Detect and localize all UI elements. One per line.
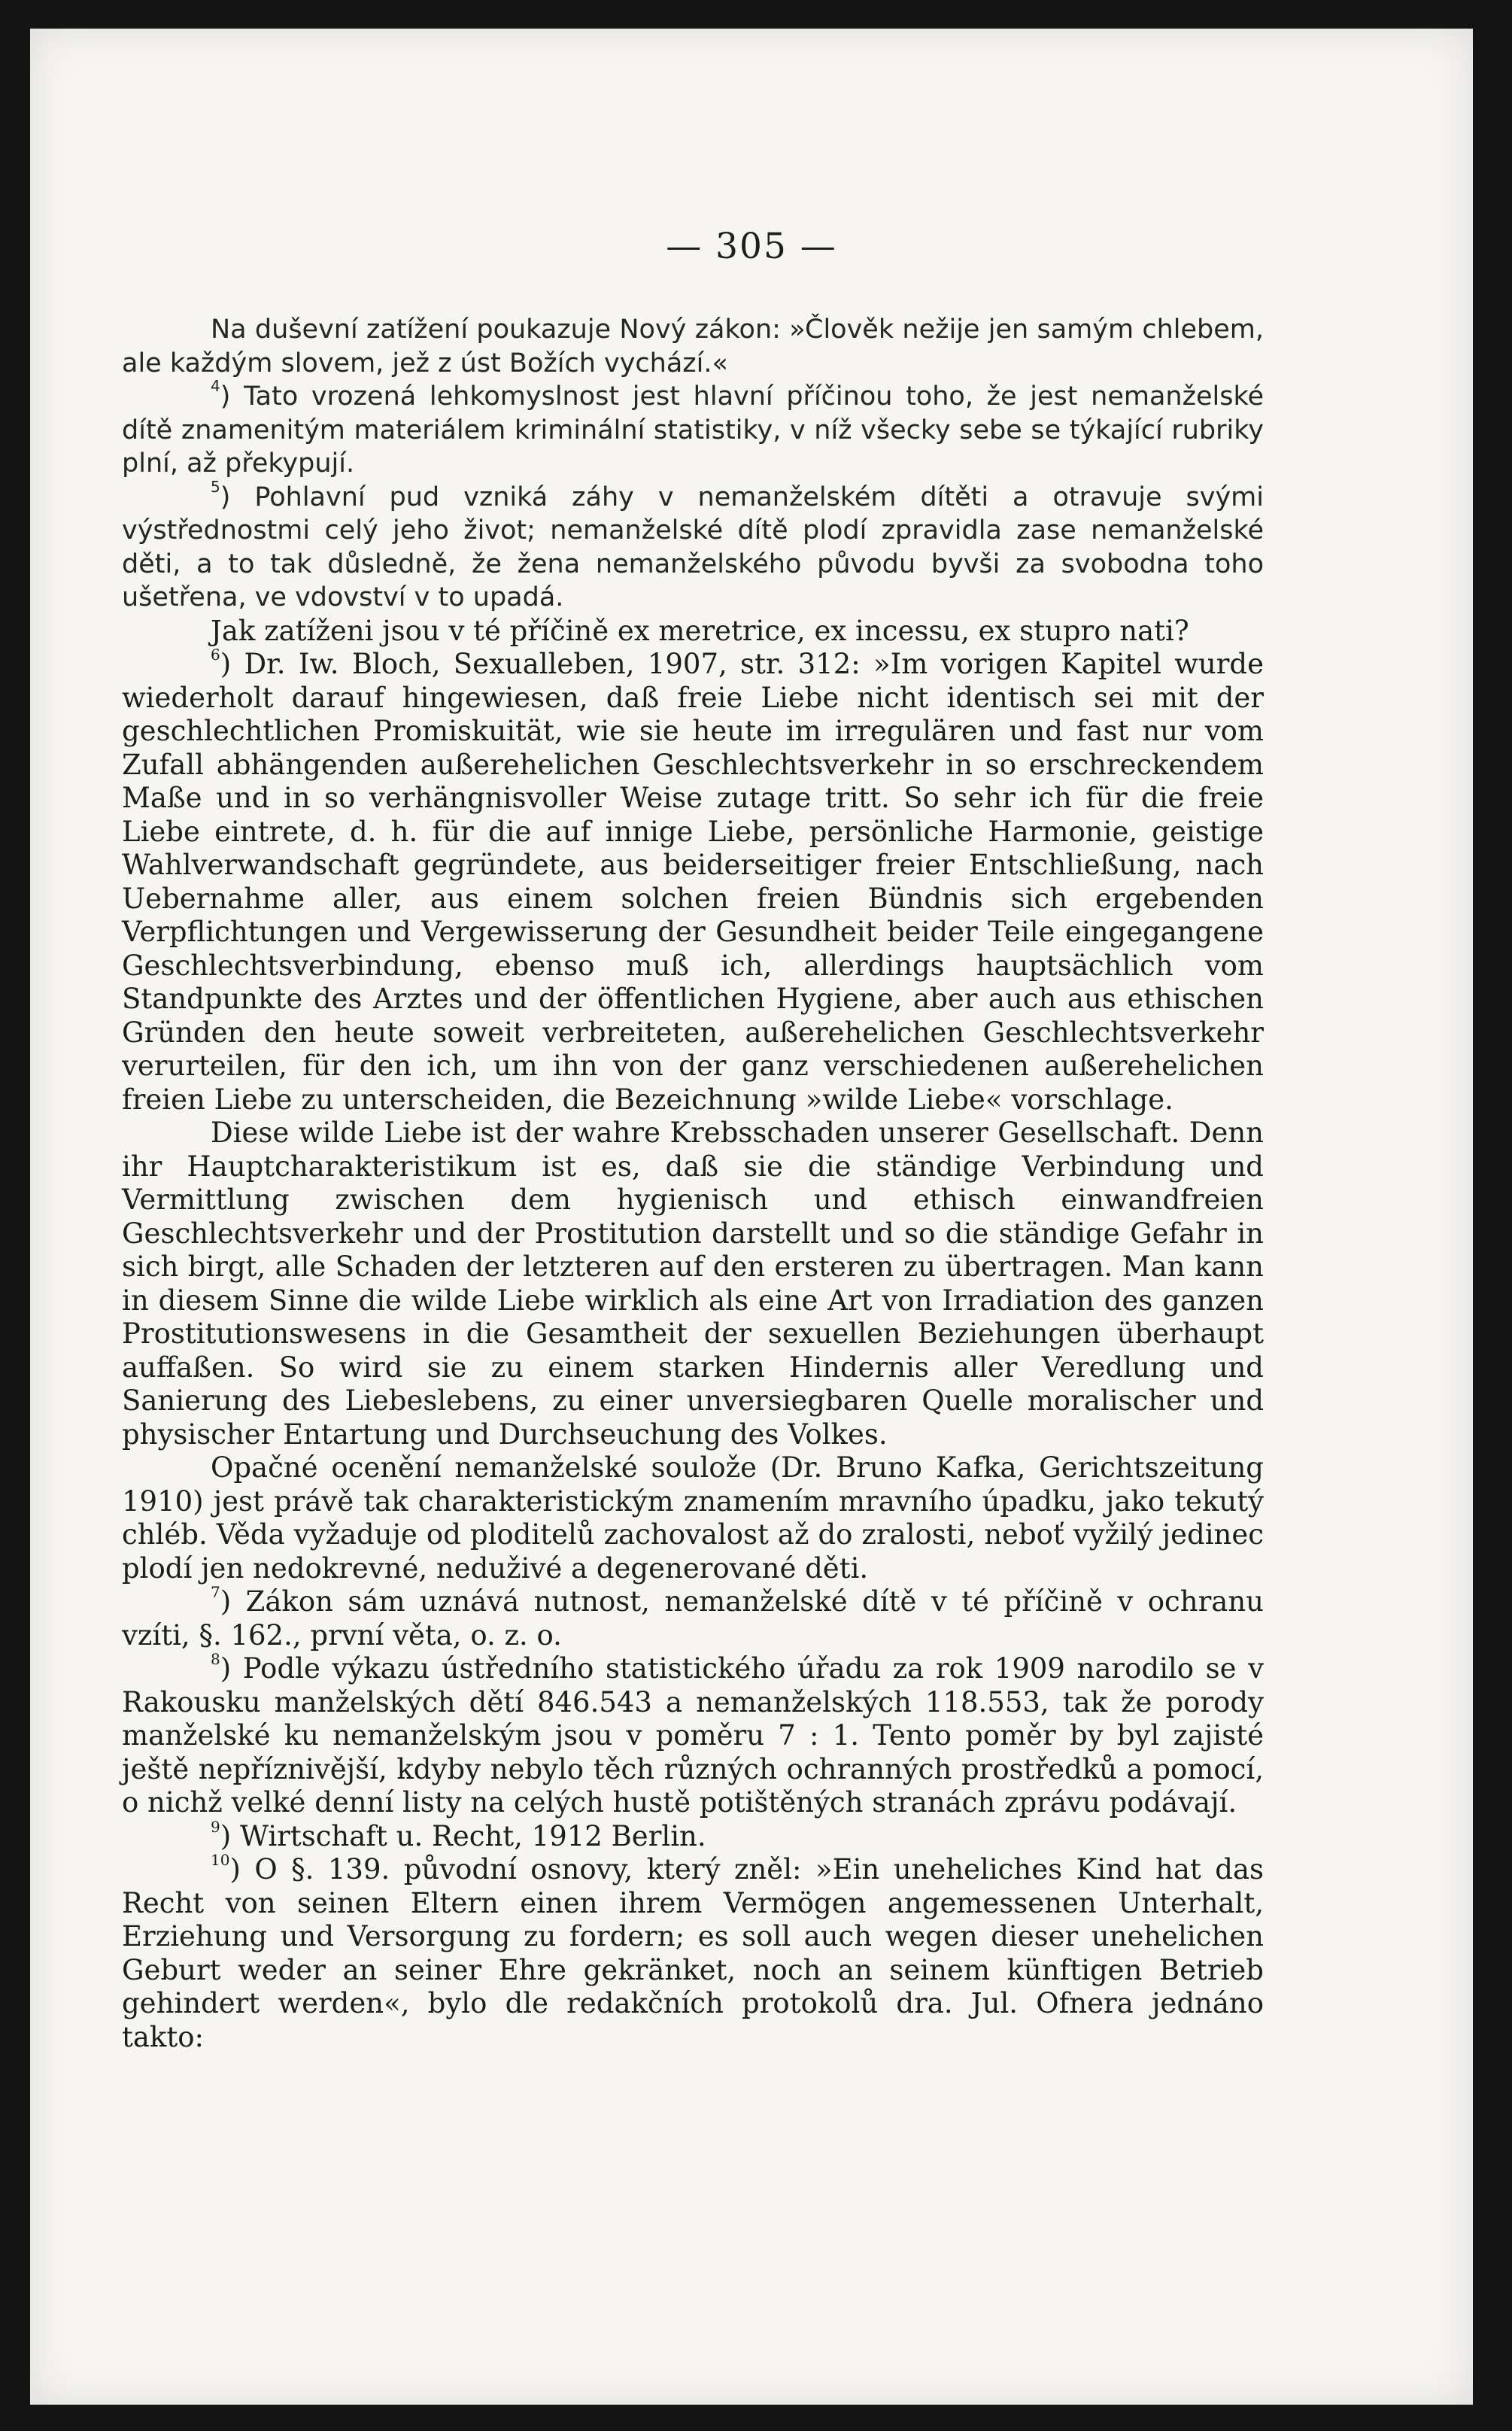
body-text xyxy=(122,313,1264,2054)
footnote-mark: 9 xyxy=(211,1817,220,1836)
footnote-9: $^9$) Wirtschaft u. Recht, 1912 Berlin. xyxy=(211,1817,706,1852)
page-number: — 305 — xyxy=(666,226,837,267)
footnote-mark: 6 xyxy=(211,646,220,664)
paragraph: Opačné ocenění nemanželské soulože (Dr. Bruno Kafka, Gerichtszeitung 1910) jest právě tak charakteristickým znamením mravního úpadku, jako tekutý chléb. Věda vyžaduje od ploditelů zachovalost až do zralosti, neboť vyžilý jedinec plodí jen nedokrevné, neduživé a degenerované děti. xyxy=(122,1451,1264,1585)
footnote-mark: 7 xyxy=(211,1583,220,1601)
paragraph: Jak zatíženi jsou v té příčině ex meretrice, ex incessu, ex stupro nati? xyxy=(211,614,1189,647)
page xyxy=(30,29,1473,2405)
footnote-5: $^5$) Pohlavní pud vzniká záhy v nemanželském dítěti a otravuje svými výstřednostmi celý jeho život; nemanželské dítě plodí zpravidla zase nemanželské děti, a to tak důsledně, že žena nemanželského původu byvši za svobodna toho ušetřena, ve vdovství v to upadá. xyxy=(122,477,1265,612)
footnote-mark: 4 xyxy=(211,377,220,395)
footnote-10: $^{10}$) O §. 139. původní osnovy, který zněl: »Ein uneheliches Kind hat das Recht von seinen Eltern einen ihrem Vermögen angemessenen Unterhalt, Erziehung und Versorgung zu fordern; es soll auch wegen dieser unehelichen Geburt weder an seiner Ehre gekränket, noch an seinem künftigen Betrieb gehindert werden«, bylo dle redakčních protokolů dra. Jul. Ofnera jednáno takto: xyxy=(122,1851,1264,2053)
footnote-4: $^4$) Tato vrozená lehkomyslnost jest hlavní příčinou toho, že jest nemanželské dítě znamenitým materiálem kriminální statistiky, v níž všecky sebe se týkající rubriky plní, až překypují. xyxy=(122,377,1264,479)
footnote-mark: 10 xyxy=(211,1851,230,1869)
paragraph: Diese wilde Liebe ist der wahre Krebsschaden unserer Gesellschaft. Denn ihr Hauptcharakteristikum ist es, daß sie die ständige Verbindung und Vermittlung zwischen dem hygienisch und ethisch einwandfreien Geschlechtsverkehr und der Prostitution darstellt und so die ständige Gefahr in sich birgt, alle Schaden der letzteren auf den ersteren zu übertragen. Man kann in diesem Sinne die wilde Liebe wirklich als eine Art von Irradiation des ganzen Prostitutionswesens in die Gesamtheit der sexuellen Beziehungen überhaupt auffaßen. So wird sie zu einem starken Hindernis aller Veredlung und Sanierung des Liebeslebens, zu einer unversiegbaren Quelle moralischer und physischer Entartung und Durchseuchung des Volkes. xyxy=(122,1117,1264,1451)
paragraph: Na duševní zatížení poukazuje Nový zákon: »Člověk nežije jen samým chlebem, ale každým slovem, jež z úst Božích vychází.« xyxy=(122,315,1264,378)
footnote-6: $^6$) Dr. Iw. Bloch, Sexualleben, 1907, str. 312: »Im vorigen Kapitel wurde wiederholt darauf hingewiesen, daß freie Liebe nicht identisch sei mit der geschlechtlichen Promiskuität, wie sie heute im irregulären und fast nur vom Zufall abhängenden außerehelichen Geschlechtsverkehr in so erschreckendem Maße und in so verhängnisvoller Weise zutage tritt. So sehr ich für die freie Liebe eintrete, d. h. für die auf innige Liebe, persönliche Harmonie, geistige Wahlverwandschaft gegründete, aus beiderseitiger freier Entschließung, nach Uebernahme aller, aus einem solchen freien Bündnis sich ergebenden Verpflichtungen und Vergewisserung der Gesundheit beider Teile eingegangene Geschlechtsverbindung, ebenso muß ich, allerdings hauptsächlich vom Standpunkte des Arztes und der öffentlichen Hygiene, aber auch aus ethischen Gründen den heute soweit verbreiteten, außerehelichen Geschlechtsverkehr verurteilen, für den ich, um ihn von der ganz verschiedenen außerehelichen freien Liebe zu unterscheiden, die Bezeichnung »wilde Liebe« vorschlage. xyxy=(122,646,1265,1116)
footnote-mark: 8 xyxy=(211,1650,220,1668)
footnote-7: $^7$) Zákon sám uznává nutnost, nemanželské dítě v té příčině v ochranu vzíti, §. 162., první věta, o. z. o. xyxy=(122,1583,1264,1652)
footnote-8: $^8$) Podle výkazu ústředního statistického úřadu za rok 1909 narodilo se v Rakousku manželských dětí 846.543 a nemanželských 118.553, tak že porody manželské ku nemanželským jsou v poměru 7 : 1. Tento poměr by byl zajisté ještě nepříznivější, kdyby nebylo těch různých ochranných prostředků a pomocí, o nichž velké denní listy na celých hustě potištěných stranách zprávu podávají. xyxy=(122,1650,1264,1819)
footnote-mark: 5 xyxy=(211,477,220,496)
